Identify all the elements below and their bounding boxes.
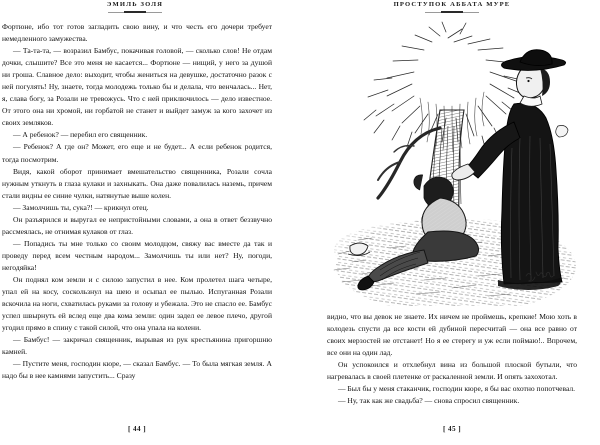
right-page-body-text bbox=[327, 311, 577, 407]
page-number: [ 45 ] bbox=[443, 425, 461, 433]
header-rule-ornament bbox=[425, 11, 479, 13]
paragraph: Он успокоился и отхлебнул вина из большой плоской бутыли, что нагревалась в своей плетенке от раскаленной земли. И опять захохотал. bbox=[327, 360, 577, 382]
paragraph: Видя, какой оборот принимает вмешательство священника, Розали сочла нужным уткнуть в глаза кулаки и захныкать. Она даже повалилась наземь, причем стали видны ее синие чулки, натянутые выше колен. bbox=[2, 166, 272, 200]
paragraph: — Бамбус! — закричал священник, вырывая из рук крестьянина пригоршню камней. bbox=[2, 335, 272, 357]
paragraph: — Замолчишь ты, сука?! — крикнул отец. bbox=[13, 202, 149, 212]
header-rule-ornament bbox=[108, 11, 162, 13]
right-page bbox=[300, 0, 600, 445]
paragraph: Фортюне, ибо тот готов загладить свою вину, и что честь его дочери требует немедленного замужества. bbox=[2, 22, 272, 44]
paragraph: — Был бы у меня стаканчик, господин кюре, я бы вас охотно попотчевал. bbox=[338, 384, 576, 394]
paragraph: — Ребенок? А где он? Может, его еще и не будет... А если ребенок родится, тогда посмотрим. bbox=[2, 142, 272, 164]
right-page-footer bbox=[327, 425, 577, 433]
left-page-footer bbox=[2, 425, 272, 433]
paragraph: Он поднял ком земли и с силою запустил в нее. Ком пролетел шага четыре, упал ей на косу, соскользнул на шею и осыпал ее пылью. Испуганная Розали вскочила на ноги, схватилась руками за голову и убежала. Это не спасло ее. Бамбус успел швырнуть ей вслед еще два кома земли: один задел ее левое плечо, другой угодил прямо в спину с такой силой, что она упала на колени. bbox=[2, 274, 272, 333]
paragraph: видно, что вы девок не знаете. Их ничем не проймешь, крепкие! Мою хоть в колодезь спусти да все кости ей дубиной пересчитай — она все равно от своих мерзостей не отстанет! Но я ее стерегу и уж если поймаю!.. Впрочем, все они на один лад. bbox=[327, 312, 577, 358]
paragraph: — Попадись ты мне только со своим молодцом, свяжу вас вместе да так и проведу перед всем честным народом... Замолчишь ты или нет? Ну, погоди, негодяйка! bbox=[2, 238, 272, 272]
left-page-body-text bbox=[2, 21, 272, 382]
engraving-image bbox=[328, 18, 576, 306]
running-head-author: ЭМИЛЬ ЗОЛЯ bbox=[106, 1, 164, 8]
page-number: [ 44 ] bbox=[128, 425, 146, 433]
paragraph: — Та-та-та, — возразил Бамбус, покачивая головой, — сколько слов! Не отдам дочки, слышите? Все это меня не касается... Фортюне — нищий, у него за душой ни гроша. Славное дело: выходит, чтобы жениться на девушке, достаточно разок с ней погулять! Ну, знаете, тогда молодежь только бы и делала, что венчалась... Нет, я, слава богу, за Розали не тревожусь. Что с ней приключилось — дело известное. От этого она ни хромой, ни горбатой не станет и выйдет замуж за кого захочет из своих земляков. bbox=[2, 46, 272, 128]
right-page-header bbox=[324, 2, 580, 13]
paragraph: Он разъярился и выругал ее непристойными словами, а она в ответ беззвучно рассмеялась, не отнимая кулаков от глаз. bbox=[2, 214, 272, 236]
paragraph: — Пустите меня, господин кюре, — сказал Бамбус. — То была мягкая земля. А надо бы в нее камнями запустить... Сразу bbox=[2, 359, 272, 381]
running-head-title: ПРОСТУПОК АББАТА МУРЕ bbox=[393, 1, 511, 8]
left-page-header bbox=[0, 2, 280, 13]
paragraph: — А ребенок? — перебил его священник. bbox=[13, 130, 148, 140]
illustration-figure bbox=[328, 18, 576, 306]
paragraph: — Ну, так как же свадьба? — снова спросил священник. bbox=[338, 396, 520, 406]
